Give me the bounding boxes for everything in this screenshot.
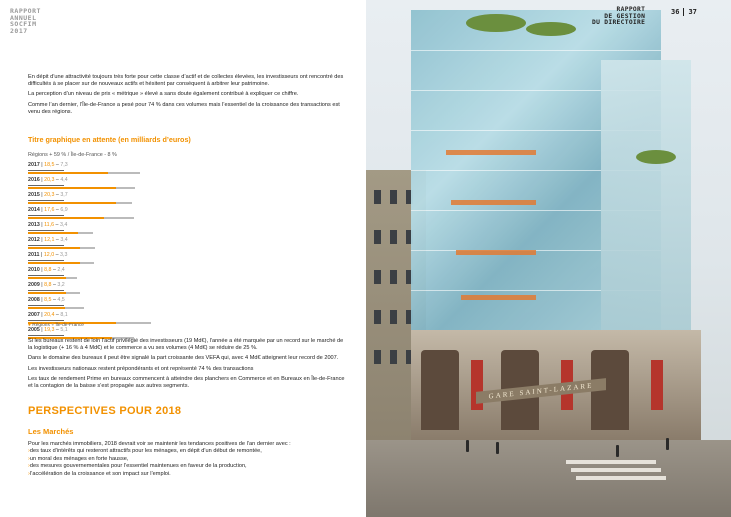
list-intro: Pour les marchés immobiliers, 2018 devrait voir se maintenir les tendances positives de l’an dernier avec : bbox=[28, 441, 291, 447]
bar-underline bbox=[28, 245, 64, 246]
bar-regions bbox=[28, 262, 80, 264]
chart-legend bbox=[28, 323, 84, 328]
paragraph: Les taux de rendement Prime en bureaux commencent à atteindre des planchers en Commerce et en Bureaux en Île-de-France et la contagion de la baisse s’est propagée aux autres segments. bbox=[28, 375, 345, 390]
bar-year: 2005 bbox=[28, 327, 40, 333]
bar-idf bbox=[116, 202, 132, 204]
legend-dot-regions: ● bbox=[28, 323, 31, 328]
bar-value-idf: 4,5 bbox=[57, 297, 65, 303]
facade-accent bbox=[461, 295, 536, 300]
paragraph: La perception d’un niveau de prix « métrique » élevé a sans doute également contribué à expliquer ce chiffre. bbox=[28, 91, 299, 98]
bar-row bbox=[28, 252, 328, 267]
bar-value-regions: 20,3 bbox=[44, 192, 55, 198]
bar-label: 2015 | 20,3 – 3,7 bbox=[28, 192, 68, 198]
paragraph: Comme l’an dernier, l’Île-de-France a pesé pour 74 % dans ces volumes mais l’essentiel de la croissance des transactions est venu des régions. bbox=[28, 101, 340, 115]
pedestrian bbox=[666, 438, 669, 450]
bar-idf bbox=[104, 217, 134, 219]
bar-label: 2011 | 12,0 – 3,3 bbox=[28, 252, 68, 258]
bar-year: 2014 bbox=[28, 207, 40, 213]
pedestrian bbox=[466, 440, 469, 452]
bar-value-idf: 8,1 bbox=[60, 312, 68, 318]
bar-label: 2017 | 18,5 – 7,3 bbox=[28, 162, 68, 168]
bar-year: 2015 bbox=[28, 192, 40, 198]
bar-label: 2016 | 20,3 – 4,4 bbox=[28, 177, 68, 183]
bar-value-idf: 5,1 bbox=[60, 327, 68, 333]
bar-regions bbox=[28, 307, 65, 309]
masthead-line: RAPPORT bbox=[10, 7, 41, 15]
crosswalk bbox=[566, 460, 656, 464]
bar-row bbox=[28, 192, 328, 207]
bar-row bbox=[28, 282, 328, 297]
bar-row bbox=[28, 177, 328, 192]
crosswalk bbox=[571, 468, 661, 472]
bar-row bbox=[28, 162, 328, 177]
bar-value-idf: 7,3 bbox=[60, 162, 68, 168]
bar-idf bbox=[116, 187, 135, 189]
bar-value-regions: 8,5 bbox=[44, 297, 52, 303]
bar-idf bbox=[66, 277, 76, 279]
chart-heading-text: Titre graphique en attente bbox=[28, 135, 117, 144]
bar-value-regions: 8,8 bbox=[44, 282, 52, 288]
section-header-line: DE GESTION bbox=[604, 12, 646, 20]
bar-value-regions: 12,0 bbox=[43, 252, 55, 258]
bar-underline bbox=[28, 170, 64, 171]
bar-value-regions: 19,3 bbox=[44, 327, 55, 333]
bar-idf bbox=[116, 322, 151, 324]
bar-idf bbox=[66, 292, 80, 294]
chart-summary: Régions + 59 % / Île-de-France - 8 % bbox=[28, 152, 117, 158]
masthead bbox=[10, 8, 41, 34]
bar-label: 2012 | 12,1 – 3,4 bbox=[28, 237, 68, 243]
bar-row bbox=[28, 267, 328, 282]
masthead-line: ANNUEL bbox=[10, 13, 37, 22]
bar-underline bbox=[28, 320, 64, 321]
bar-value-regions: 18,5 bbox=[44, 162, 55, 168]
station-sign: GARE SAINT-LAZARE bbox=[476, 378, 606, 404]
intro-text bbox=[28, 74, 346, 119]
bar-year: 2007 bbox=[28, 312, 40, 318]
bar-label: 2010 | 8,8 – 2,4 bbox=[28, 267, 65, 273]
bar-idf bbox=[78, 232, 93, 234]
bar-value-regions: 12,1 bbox=[44, 237, 55, 243]
bar-underline bbox=[28, 335, 64, 336]
bar-idf bbox=[65, 307, 85, 309]
bar-value-idf: 3,2 bbox=[57, 282, 65, 288]
list-item: ›des mesures gouvernementales pour l’essentiel maintenues en faveur de la production, bbox=[28, 463, 247, 470]
bar-regions bbox=[28, 202, 116, 204]
bar-value-idf: 6,9 bbox=[60, 207, 68, 213]
bar-value-idf: 2,4 bbox=[57, 267, 65, 273]
bar-year: 2012 bbox=[28, 237, 40, 243]
bar-regions bbox=[28, 187, 116, 189]
bar-regions bbox=[28, 277, 66, 279]
bar-idf bbox=[80, 247, 95, 249]
bar-year: 2008 bbox=[28, 297, 40, 303]
bar-underline bbox=[28, 185, 64, 186]
bar-year: 2011 bbox=[28, 252, 40, 258]
bar-value-idf: 3,3 bbox=[60, 252, 68, 258]
page-total: 37 bbox=[688, 8, 697, 16]
bar-label: 2013 | 11,6 – 3,4 bbox=[28, 222, 68, 228]
bar-idf bbox=[80, 262, 94, 264]
bar-underline bbox=[28, 275, 64, 276]
bar-row bbox=[28, 222, 328, 237]
masthead-line: 2017 bbox=[10, 26, 28, 35]
facade-accent bbox=[446, 150, 536, 155]
bar-regions bbox=[28, 247, 80, 249]
page-current: 36 bbox=[671, 8, 680, 16]
pedestrian bbox=[616, 445, 619, 457]
legend-label-regions: Régions bbox=[32, 323, 50, 328]
bar-label: 2014 | 17,6 – 6,9 bbox=[28, 207, 68, 213]
bar-row bbox=[28, 237, 328, 252]
chart-heading bbox=[28, 135, 191, 144]
facade-accent bbox=[456, 250, 536, 255]
roof-garden bbox=[636, 150, 676, 164]
list-item: ›l’accélération de la croissance et son impact sur l’emploi. bbox=[28, 470, 171, 477]
pedestrian bbox=[496, 442, 499, 454]
bar-label: 2008 | 8,5 – 4,5 bbox=[28, 297, 65, 303]
legend-dot-idf: ● bbox=[51, 323, 55, 328]
legend-label-idf: Île-de-France bbox=[55, 323, 84, 328]
street bbox=[366, 440, 731, 517]
bar-year: 2013 bbox=[28, 222, 40, 228]
bar-value-regions: 11,6 bbox=[44, 222, 55, 228]
bar-value-regions: 8,8 bbox=[44, 267, 52, 273]
bar-regions bbox=[28, 217, 104, 219]
bar-value-regions: 20,4 bbox=[44, 312, 55, 318]
bar-year: 2009 bbox=[28, 282, 40, 288]
bar-underline bbox=[28, 305, 64, 306]
bar-row bbox=[28, 297, 328, 312]
bar-value-idf: 3,4 bbox=[59, 222, 68, 228]
bar-label: 2005 | 19,3 – 5,1 bbox=[28, 327, 68, 333]
bar-year: 2016 bbox=[28, 177, 40, 183]
roof-garden bbox=[526, 22, 576, 36]
facade-accent bbox=[451, 200, 536, 205]
bar-value-idf: 3,4 bbox=[60, 237, 68, 243]
bar-underline bbox=[28, 260, 64, 261]
bar-year: 2017 bbox=[28, 162, 40, 168]
section-header bbox=[592, 7, 645, 27]
bar-underline bbox=[28, 230, 64, 231]
subsection-title: Les Marchés bbox=[28, 427, 74, 436]
paragraph: En dépit d’une attractivité toujours très forte pour cette classe d’actif et de collectes élevées, les investisseurs ont rencontré des difficultés à se placer sur de nouveaux actifs et hésitent par conséquent à arbitrer leur patrimoine. bbox=[28, 74, 344, 88]
section-header-line: DU DIRECTOIRE bbox=[592, 19, 646, 26]
page-number bbox=[671, 8, 697, 16]
bar-regions bbox=[28, 292, 66, 294]
bar-value-regions: 20,3 bbox=[44, 177, 55, 183]
bar-underline bbox=[28, 200, 64, 201]
analysis-text bbox=[28, 338, 346, 393]
paragraph: Si les bureaux restent de loin l’actif privilégié des investisseurs (19 Md€), l’année a été marquée par un record sur le marché de la logistique (+ 16 % à 4 Md€) et le commerce a vu ses volumes (4 Md€) se réduire de 25 %. bbox=[28, 338, 344, 352]
bar-regions bbox=[28, 172, 108, 174]
bar-label: 2007 | 20,4 – 8,1 bbox=[28, 312, 68, 318]
section-title: PERSPECTIVES POUR 2018 bbox=[28, 405, 182, 417]
bar-value-idf: 4,4 bbox=[60, 177, 68, 183]
bar-underline bbox=[28, 215, 64, 216]
glass-side-facade bbox=[601, 60, 691, 350]
bar-label: 2009 | 8,8 – 3,2 bbox=[28, 282, 65, 288]
section-header-line: RAPPORT bbox=[616, 6, 646, 13]
bar-value-regions: 17,6 bbox=[44, 207, 55, 213]
list-item: ›un moral des ménages en forte hausse, bbox=[28, 455, 129, 462]
bar-regions bbox=[28, 232, 78, 234]
bar-idf bbox=[108, 172, 140, 174]
bar-value-idf: 3,7 bbox=[60, 192, 68, 198]
bar-chart bbox=[28, 162, 328, 342]
chart-heading-units: (en milliards d’euros) bbox=[118, 135, 191, 144]
bar-underline bbox=[28, 290, 64, 291]
roof-garden bbox=[466, 14, 526, 32]
paragraph: Dans le domaine des bureaux il peut être signalé la part croissante des VEFA qui, avec 4 Md€ atteignent leur record de 2007. bbox=[28, 355, 339, 362]
masthead-line: SOCFIM bbox=[10, 20, 37, 28]
bar-row bbox=[28, 207, 328, 222]
bar-year: 2010 bbox=[28, 267, 40, 273]
crosswalk bbox=[576, 476, 666, 480]
right-page-photo bbox=[366, 0, 731, 517]
paragraph: Les investisseurs nationaux restent prépondérants et ont représenté 74 % des transactions bbox=[28, 365, 254, 372]
list-item: ›des taux d’intérêts qui resteront attractifs pour les ménages, en dépit d’un début de remontée, bbox=[28, 448, 262, 455]
markets-list bbox=[28, 441, 346, 478]
